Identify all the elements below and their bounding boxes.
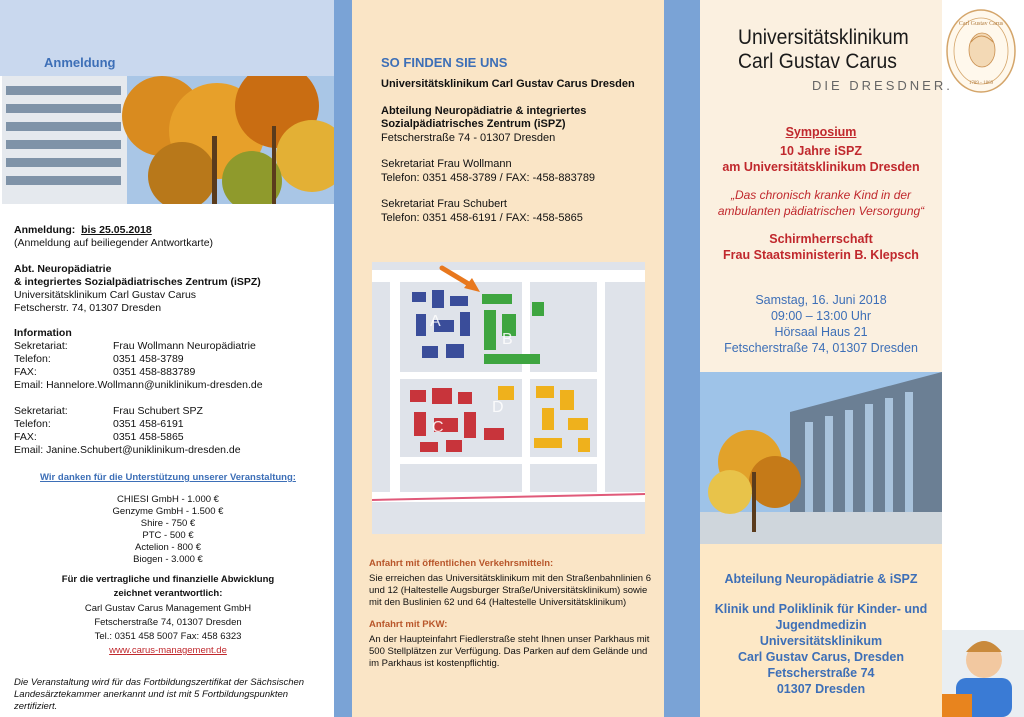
directions-contact [381, 78, 651, 225]
directions-title: SO FINDEN SIE UNS [381, 55, 508, 70]
registration-label: Anmeldung: [14, 224, 76, 236]
building-photo [2, 76, 334, 204]
sponsor-item: Shire - 750 € [140, 518, 196, 529]
symposium-block [700, 124, 942, 263]
brand-line2: Carl Gustav Carus [738, 50, 897, 73]
bottom-line: 01307 Dresden [776, 682, 866, 696]
sek1-phone: Telefon: 0351 458-3789 / FAX: -458-883789 [381, 171, 596, 184]
contact2-email: Email: Janine.Schubert@uniklinikum-dresden.de [14, 444, 241, 456]
transit-text: Sie erreichen das Universitätsklinikum mit den Straßenbahnlinien 6 und 12 (Haltestelle Augsburger Straße/Universitätsklinikum) sowie mit den Buslinien 62 und 64 (Haltestelle Universitätsklinikum) [369, 573, 651, 608]
contract-heading1: Für die vertragliche und finanzielle Abwicklung [61, 574, 275, 585]
divider-bar [334, 0, 352, 717]
bottom-line: Carl Gustav Carus, Dresden [737, 650, 905, 664]
map-zone-a-label: A [430, 313, 441, 330]
contract-line: Tel.: 0351 458 5007 Fax: 458 6323 [94, 631, 242, 642]
department-line4: Fetscherstr. 74, 01307 Dresden [14, 302, 162, 314]
contact2-value: 0351 458-6191 [113, 418, 184, 430]
info-heading: Information [14, 327, 72, 339]
bottom-line: Fetscherstraße 74 [767, 666, 875, 680]
right-margin [942, 0, 1024, 717]
event-date: Samstag, 16. Juni 2018 [755, 293, 887, 307]
footnote: Die Veranstaltung wird für das Fortbildungszertifikat der Sächsischen Landesärztekammer anerkannt und ist mit 5 Fortbildungspunkten zertifiziert. [14, 677, 305, 712]
bottom-line: Universitätsklinikum [759, 634, 883, 648]
thanks-heading: Wir danken für die Unterstützung unserer Veranstaltung: [40, 472, 296, 483]
quote-line2: ambulanten pädiatrischen Versorgung“ [717, 204, 925, 218]
contact2-label: Telefon: [14, 418, 51, 430]
contact2-label: Sekretariat: [14, 405, 68, 417]
contract-line: Fetscherstraße 74, 01307 Dresden [94, 617, 242, 628]
contact1-value: Frau Wollmann Neuropädiatrie [113, 340, 256, 352]
bottom-line: Klinik und Poliklinik für Kinder- und [714, 602, 928, 616]
sponsor-item: Actelion - 800 € [134, 542, 201, 553]
registration-deadline: bis 25.05.2018 [81, 224, 152, 236]
patron-label: Schirmherrschaft [769, 232, 873, 246]
clinic-name: Universitätsklinikum Carl Gustav Carus Dresden [381, 78, 635, 90]
seal-years: 1789 - 1869 [968, 81, 994, 86]
department-footer-text [700, 571, 942, 697]
contact2-block [14, 405, 334, 457]
campus-map[interactable] [372, 262, 645, 534]
event-venue: Hörsaal Haus 21 [774, 325, 868, 339]
bottom-title: Abteilung Neuropädiatrie & iSPZ [724, 572, 918, 586]
contact1-label: Telefon: [14, 353, 51, 365]
symposium-title1: 10 Jahre iSPZ [780, 144, 862, 158]
contact1-value: 0351 458-3789 [113, 353, 184, 365]
department-line1: Abt. Neuropädiatrie [14, 263, 112, 275]
contact1-label: Sekretariat: [14, 340, 68, 352]
registration-note: (Anmeldung auf beiliegender Antwortkarte) [14, 237, 214, 249]
patron-name: Frau Staatsministerin B. Klepsch [723, 248, 919, 262]
brand-tagline: DIE DRESDNER. [812, 78, 953, 93]
sek1-name: Sekretariat Frau Wollmann [381, 158, 512, 170]
dept-address: Fetscherstraße 74 - 01307 Dresden [381, 131, 556, 144]
contract-line: Carl Gustav Carus Management GmbH [84, 603, 252, 614]
hospital-photo [700, 372, 942, 544]
quote-line1: „Das chronisch kranke Kind in der [730, 188, 912, 202]
travel-info [369, 558, 651, 670]
event-time: 09:00 – 13:00 Uhr [770, 309, 872, 323]
brand-block [738, 26, 909, 74]
map-zone-d-label: D [492, 399, 504, 416]
registration-block [14, 224, 334, 250]
symposium-label: Symposium [785, 125, 857, 139]
contact2-value: 0351 458-5865 [113, 431, 184, 443]
department-block [14, 263, 334, 315]
seal-text: Carl Gustav Carus [958, 21, 1004, 27]
contact2-label: FAX: [14, 431, 37, 443]
event-details [700, 292, 942, 356]
event-address: Fetscherstraße 74, 01307 Dresden [724, 341, 918, 355]
contact1-value: 0351 458-883789 [113, 366, 196, 378]
contract-heading2: zeichnet verantwortlich: [113, 588, 223, 599]
registration-title: Anmeldung [44, 55, 116, 70]
department-line2: & integriertes Sozialpädiatrisches Zentrum (iSPZ) [14, 276, 261, 288]
sponsor-item: Genzyme GmbH - 1.500 € [112, 506, 224, 517]
sponsor-item: PTC - 500 € [142, 530, 194, 541]
information-block [14, 327, 334, 392]
contact1-email: Email: Hannelore.Wollmann@uniklinikum-dresden.de [14, 379, 263, 391]
car-text: An der Haupteinfahrt Fiedlerstraße steht Ihnen unser Parkhaus mit 500 Stellplätzen zur Verfügung. Das Parken auf dem Gelände und im Parkhaus ist kostenpflichtig. [369, 634, 650, 669]
map-zone-b-label: B [502, 331, 513, 348]
department-line3: Universitätsklinikum Carl Gustav Carus [14, 289, 197, 301]
divider-bar [664, 0, 700, 717]
dept-line1: Abteilung Neuropädiatrie & integriertes [381, 104, 587, 117]
map-zone-c-label: C [432, 419, 444, 436]
logo-seal-icon [945, 8, 1017, 94]
contact2-value: Frau Schubert SPZ [113, 405, 203, 417]
contract-link[interactable]: www.carus-management.de [109, 645, 227, 656]
symposium-title2: am Universitätsklinikum Dresden [722, 160, 920, 174]
bottom-line: Jugendmedizin [775, 618, 867, 632]
sek2-name: Sekretariat Frau Schubert [381, 198, 507, 210]
dept-line2: Sozialpädiatrisches Zentrum (iSPZ) [381, 118, 566, 130]
sponsor-item: Biogen - 3.000 € [133, 554, 203, 565]
car-heading: Anfahrt mit PKW: [369, 619, 448, 630]
contact1-label: FAX: [14, 366, 37, 378]
sponsors-block [14, 472, 322, 657]
sponsor-item: CHIESI GmbH - 1.000 € [117, 494, 219, 505]
child-photo [942, 630, 1024, 717]
brand-line1: Universitätsklinikum [738, 26, 909, 49]
sek2-phone: Telefon: 0351 458-6191 / FAX: -458-5865 [381, 211, 583, 224]
transit-heading: Anfahrt mit öffentlichen Verkehrsmitteln: [369, 558, 554, 569]
